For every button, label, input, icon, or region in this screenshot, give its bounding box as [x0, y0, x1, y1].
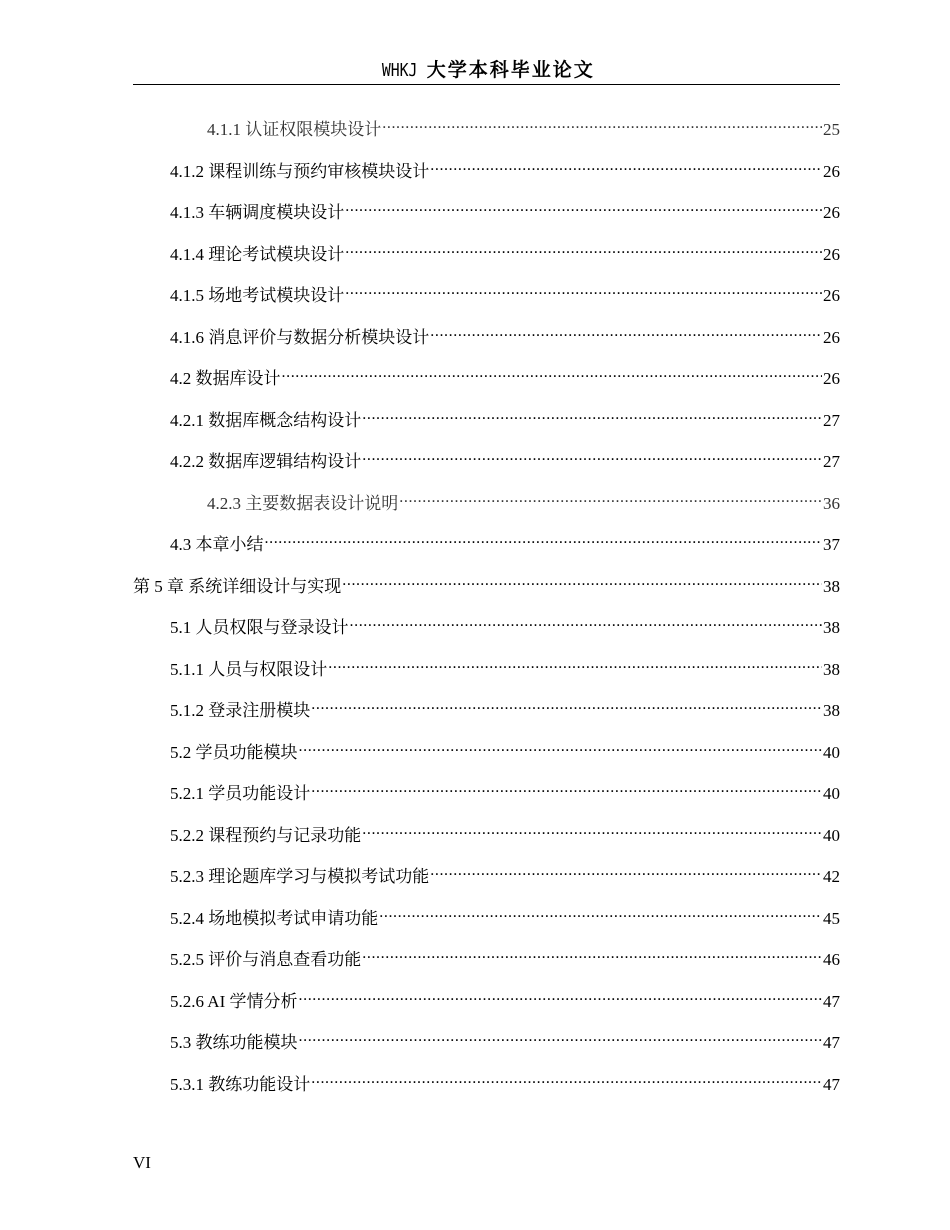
toc-entry-title: 4.3 本章小结	[170, 535, 264, 554]
toc-entry[interactable]	[170, 1026, 840, 1054]
toc-entry[interactable]	[133, 570, 840, 598]
toc-leader-dots	[342, 570, 822, 592]
toc-entry-page: 26	[823, 245, 840, 264]
toc-entry-page: 47	[823, 992, 840, 1011]
toc-leader-dots	[299, 985, 823, 1007]
toc-entry[interactable]	[170, 819, 840, 847]
toc-entry-title: 4.2.2 数据库逻辑结构设计	[170, 452, 362, 471]
toc-leader-dots	[345, 279, 822, 301]
toc-entry-title: 4.2.1 数据库概念结构设计	[170, 411, 362, 430]
toc-leader-dots	[345, 196, 822, 218]
toc-leader-dots	[299, 736, 823, 758]
toc-entry-title: 4.2 数据库设计	[170, 369, 281, 388]
toc-leader-dots	[299, 1026, 823, 1048]
toc-leader-dots	[265, 528, 823, 550]
toc-entry-title: 5.2.4 场地模拟考试申请功能	[170, 909, 379, 928]
toc-entry-page: 40	[823, 743, 840, 762]
toc-entry-title: 5.3 教练功能模块	[170, 1033, 298, 1052]
toc-entry[interactable]	[170, 943, 840, 971]
toc-entry-title: 5.1.2 登录注册模块	[170, 701, 311, 720]
toc-entry-page: 42	[823, 867, 840, 886]
toc-leader-dots	[362, 445, 822, 467]
toc-entry-page: 26	[823, 286, 840, 305]
toc-leader-dots	[328, 653, 822, 675]
toc-entry[interactable]	[170, 985, 840, 1013]
toc-entry-page: 26	[823, 369, 840, 388]
page-number: VI	[133, 1153, 151, 1172]
toc-leader-dots	[311, 1068, 822, 1090]
toc-entry-title: 4.2.3 主要数据表设计说明	[207, 494, 399, 513]
toc-entry-page: 47	[823, 1075, 840, 1094]
toc-entry[interactable]	[170, 238, 840, 266]
toc-entry-title: 4.1.4 理论考试模块设计	[170, 245, 345, 264]
toc-entry-title: 5.2 学员功能模块	[170, 743, 298, 762]
toc-entry-title: 4.1.6 消息评价与数据分析模块设计	[170, 328, 430, 347]
toc-entry-page: 38	[823, 701, 840, 720]
toc-leader-dots	[350, 611, 823, 633]
toc-leader-dots	[282, 362, 823, 384]
toc-entry[interactable]	[170, 736, 840, 764]
toc-leader-dots	[311, 694, 822, 716]
toc-entry[interactable]	[170, 611, 840, 639]
toc-entry-page: 26	[823, 203, 840, 222]
toc-entry-page: 40	[823, 826, 840, 845]
toc-entry[interactable]	[170, 362, 840, 390]
toc-entry-title: 4.1.5 场地考试模块设计	[170, 286, 345, 305]
toc-entry-title: 4.1.3 车辆调度模块设计	[170, 203, 345, 222]
toc-entry[interactable]	[170, 445, 840, 473]
toc-entry[interactable]	[170, 694, 840, 722]
toc-entry-title: 5.2.2 课程预约与记录功能	[170, 826, 362, 845]
toc-entry-page: 26	[823, 162, 840, 181]
toc-entry[interactable]	[170, 155, 840, 183]
toc-entry[interactable]	[170, 528, 840, 556]
toc-leader-dots	[345, 238, 822, 260]
toc-leader-dots	[399, 487, 822, 509]
toc-entry-title: 5.2.6 AI 学情分析	[170, 992, 298, 1011]
toc-entry[interactable]	[170, 777, 840, 805]
toc-entry[interactable]	[170, 196, 840, 224]
toc-leader-dots	[379, 902, 822, 924]
toc-entry[interactable]	[170, 860, 840, 888]
header-school-name: WHKJ	[382, 60, 418, 81]
toc-entry[interactable]	[170, 279, 840, 307]
toc-entry-title: 5.1.1 人员与权限设计	[170, 660, 328, 679]
toc-entry-page: 45	[823, 909, 840, 928]
toc-leader-dots	[430, 860, 822, 882]
toc-entry-title: 4.1.1 认证权限模块设计	[207, 120, 382, 139]
toc-entry-title: 4.1.2 课程训练与预约审核模块设计	[170, 162, 430, 181]
toc-entry-page: 40	[823, 784, 840, 803]
toc-entry-title: 5.2.5 评价与消息查看功能	[170, 950, 362, 969]
toc-entry-page: 38	[823, 618, 840, 637]
toc-entry-page: 47	[823, 1033, 840, 1052]
toc-entry-page: 27	[823, 411, 840, 430]
toc-entry-page: 46	[823, 950, 840, 969]
toc-leader-dots	[430, 155, 822, 177]
toc-entry-title: 5.3.1 教练功能设计	[170, 1075, 311, 1094]
toc-leader-dots	[382, 113, 822, 135]
toc-leader-dots	[362, 943, 822, 965]
toc-entry-title: 第 5 章 系统详细设计与实现	[133, 577, 342, 596]
toc-entry-page: 25	[823, 120, 840, 139]
toc-entry-page: 38	[823, 660, 840, 679]
toc-leader-dots	[362, 404, 822, 426]
toc-entry-page: 27	[823, 452, 840, 471]
toc-entry-page: 26	[823, 328, 840, 347]
toc-entry[interactable]	[207, 113, 840, 141]
header-thesis-title: 大学本科毕业论文	[426, 60, 595, 81]
toc-entry-title: 5.2.3 理论题库学习与模拟考试功能	[170, 867, 430, 886]
toc-entry-title: 5.2.1 学员功能设计	[170, 784, 311, 803]
toc-entry[interactable]	[170, 902, 840, 930]
toc-entry-page: 38	[823, 577, 840, 596]
toc-entry[interactable]	[170, 321, 840, 349]
toc-entry[interactable]	[170, 404, 840, 432]
toc-leader-dots	[362, 819, 822, 841]
toc-entry[interactable]	[170, 653, 840, 681]
toc-entry[interactable]	[170, 1068, 840, 1096]
toc-entry-page: 37	[823, 535, 840, 554]
toc-leader-dots	[430, 321, 822, 343]
toc-leader-dots	[311, 777, 822, 799]
toc-entry[interactable]	[207, 487, 840, 515]
toc-entry-page: 36	[823, 494, 840, 513]
toc-entry-title: 5.1 人员权限与登录设计	[170, 618, 349, 637]
